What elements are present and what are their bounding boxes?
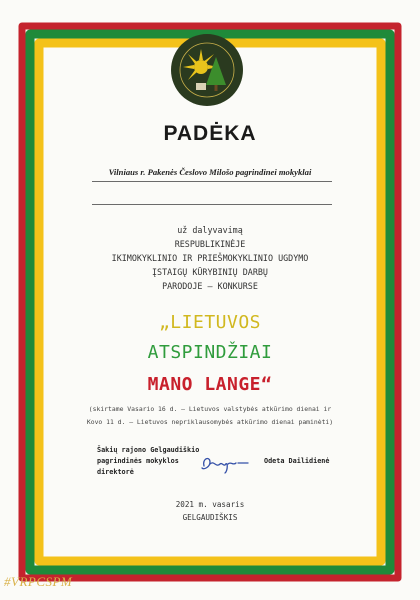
border-yellow-band	[39, 43, 381, 561]
signer-role-line-1: Šakių rajono Gelgaudiškio	[97, 446, 200, 454]
event-line-4: PARODOJE – KONKURSE	[162, 281, 258, 291]
recipient-school: Vilniaus r. Pakenės Česlovo Milošo pagrindinei mokyklai	[108, 167, 312, 177]
signer-role-line-2: pagrindinės mokyklos	[97, 457, 179, 465]
participation-line: už dalyvavimą	[177, 225, 243, 235]
blank-line	[92, 204, 332, 205]
competition-title-line-1: „LIETUVOS	[158, 312, 262, 333]
hashtag-watermark: #VRPCSPM	[4, 574, 73, 589]
handwritten-signature	[198, 452, 254, 474]
book-icon	[196, 83, 206, 90]
dedication-note-line-2: Kovo 11 d. – Lietuvos nepriklausomybės atkūrimo dienai paminėti)	[86, 418, 334, 426]
signer-name: Odeta Dailidienė	[264, 457, 330, 465]
event-line-1: RESPUBLIKINĖJE	[174, 239, 246, 249]
event-line-3: ĮSTAIGŲ KŪRYBINIŲ DARBŲ	[152, 267, 268, 277]
signer-role-line-3: direktorė	[97, 468, 134, 476]
issue-place: GELGAUDIŠKIS	[182, 513, 238, 522]
competition-title-line-3: MANO LANGE“	[147, 374, 273, 395]
event-line-2: IKIMOKYKLINIO IR PRIEŠMOKYKLINIO UGDYMO	[111, 253, 309, 263]
border-green-band	[30, 34, 390, 570]
tree-trunk	[215, 85, 218, 91]
competition-title-line-2: ATSPINDŽIAI	[147, 342, 273, 363]
signer-role	[97, 445, 199, 478]
school-logo	[170, 33, 244, 107]
certificate-title: PADĖKA	[163, 122, 257, 145]
recipient-underline	[92, 181, 332, 182]
border-red-band	[22, 26, 398, 578]
issue-date: 2021 m. vasaris	[175, 500, 245, 509]
dedication-note-line-1: (skirtame Vasario 16 d. – Lietuvos valstybės atkūrimo dienai ir	[88, 405, 332, 413]
